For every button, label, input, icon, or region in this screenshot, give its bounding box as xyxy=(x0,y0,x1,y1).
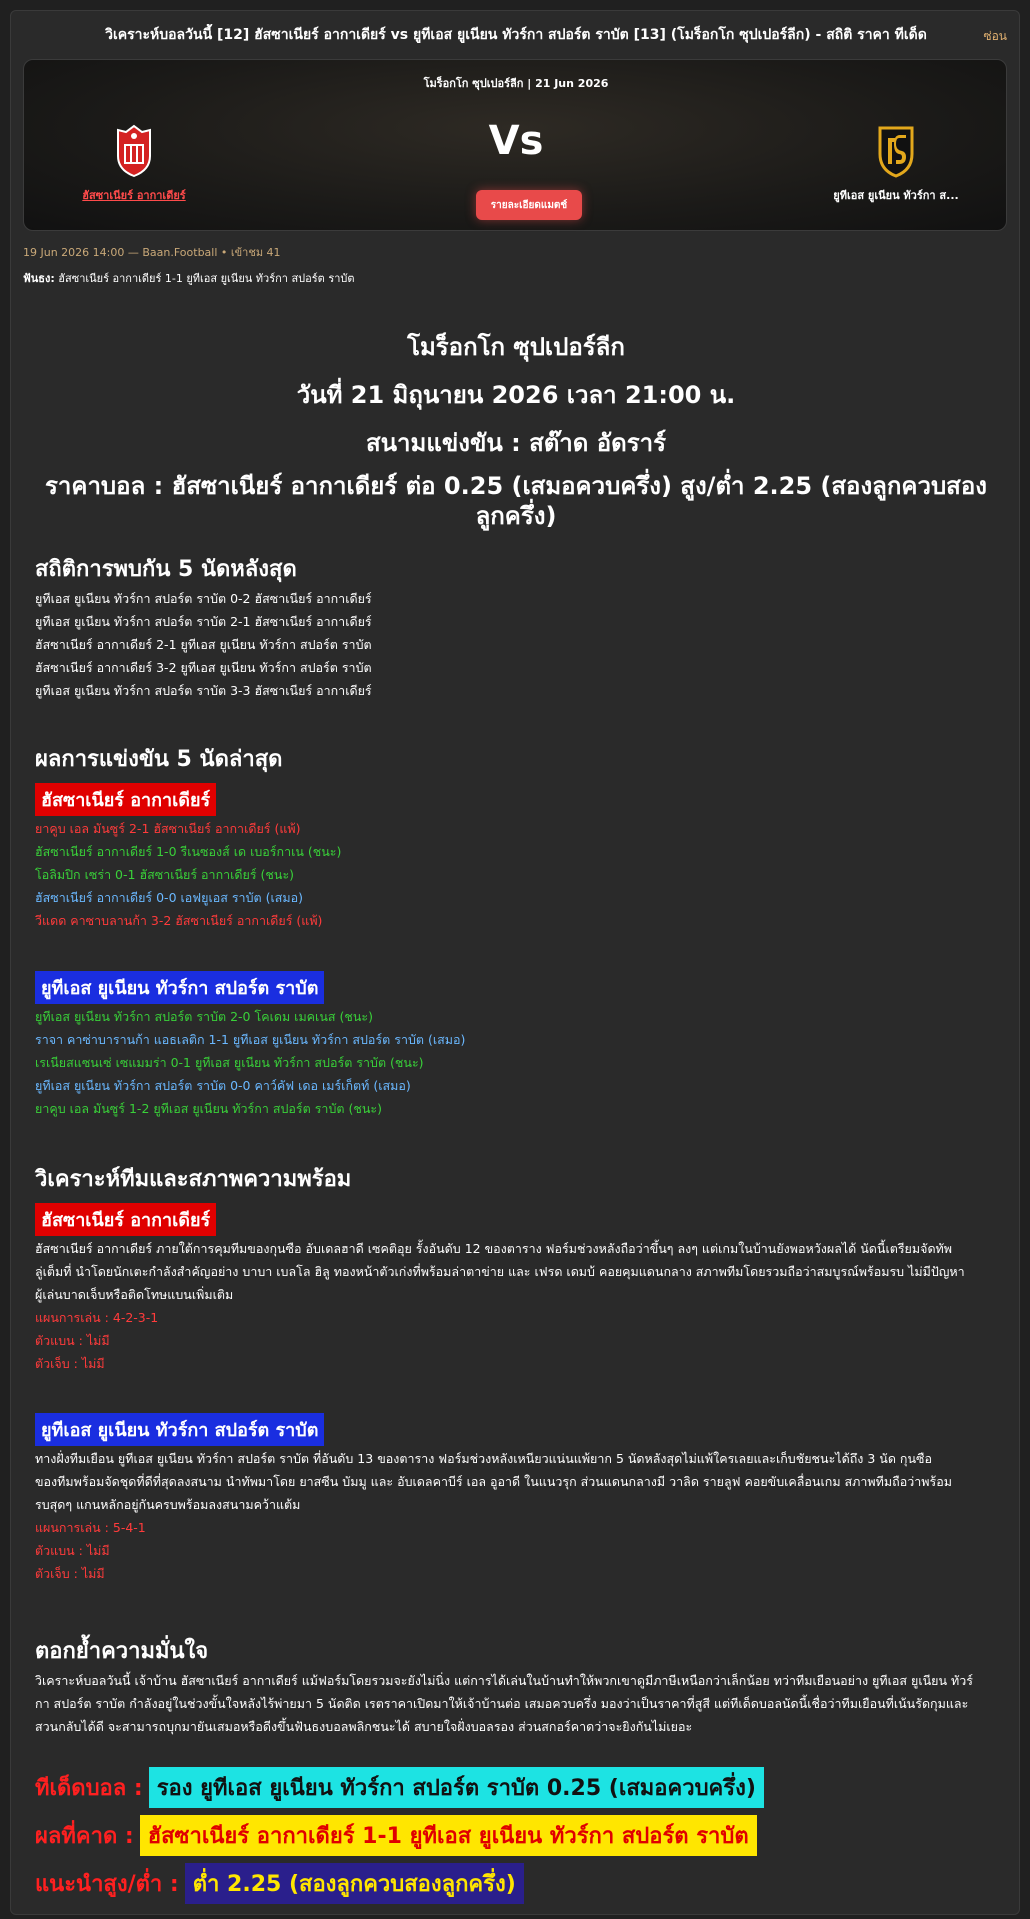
analysis-away-tag: ยูทีเอส ยูเนียน ทัวร์กา สปอร์ต ราบัต xyxy=(35,1413,324,1446)
list-item: วีแดด คาซาบลานก้า 3-2 ฮัสซาเนียร์ อากาเดียร์ (แพ้) xyxy=(35,913,323,928)
page-title: วิเคราะห์บอลวันนี้ [12] ฮัสซาเนียร์ อากาเดียร์ vs ยูทีเอส ยูเนียน ทัวร์กา สปอร์ต ราบัต [13] (โมร็อกโก ซุปเปอร์ลีก) - สถิติ ราคา ทีเด็ด xyxy=(105,27,927,43)
list-item: ฮัสซาเนียร์ อากาเดียร์ 0-0 เอฟยูเอส ราบัต (เสมอ) xyxy=(35,890,303,905)
list-item: ฮัสซาเนียร์ อากาเดียร์ 2-1 ยูทีเอส ยูเนียน ทัวร์กา สปอร์ต ราบัต xyxy=(35,637,372,652)
ou-row xyxy=(35,1863,524,1904)
paragraph-line: ฮัสซาเนียร์ อากาเดียร์ ภายใต้การคุมทีมของกุนซือ อับเดลฮาดี เซคติอุย รั้งอันดับ 12 ของตาราง ฟอร์มช่วงหลังถือว่าขึ้นๆ ลงๆ แต่เกมในบ้านยังพอหวังผลได้ นัดนี้เตรียมจัดทัพ xyxy=(35,1241,953,1256)
predict-label: ผลที่คาด : xyxy=(35,1824,134,1849)
header-bar xyxy=(11,11,1020,59)
analysis-home-tag: ฮัสซาเนียร์ อากาเดียร์ xyxy=(35,1203,216,1236)
h2h-list xyxy=(35,587,1015,702)
list-item: ยูทีเอส ยูเนียน ทัวร์กา สปอร์ต ราบัต 0-2 ฮัสซาเนียร์ อากาเดียร์ xyxy=(35,591,372,606)
h2h-title: สถิติการพบกัน 5 นัดหลังสุด xyxy=(35,557,297,582)
analysis-title: วิเคราะห์ทีมและสภาพความพร้อม xyxy=(35,1167,352,1192)
tip-value: รอง ยูทีเอส ยูเนียน ทัวร์กา สปอร์ต ราบัต 0.25 (เสมอควบครึ่ง) xyxy=(149,1767,764,1808)
home-team-name[interactable]: ฮัสซาเนียร์ อากาเดียร์ xyxy=(82,189,186,202)
analysis-home-text xyxy=(35,1237,1015,1375)
home-injured: ตัวเจ็บ : ไม่มี xyxy=(35,1356,105,1371)
post-meta xyxy=(23,243,281,261)
ou-value: ต่ำ 2.25 (สองลูกควบสองลูกครึ่ง) xyxy=(185,1863,524,1904)
date-headline: วันที่ 21 มิถุนายน 2026 เวลา 21:00 น. xyxy=(296,381,736,409)
form-title: ผลการแข่งขัน 5 นัดล่าสุด xyxy=(35,747,283,772)
list-item: ยูทีเอส ยูเนียน ทัวร์กา สปอร์ต ราบัต 2-1 ฮัสซาเนียร์ อากาเดียร์ xyxy=(35,614,372,629)
list-item: ยูทีเอส ยูเนียน ทัวร์กา สปอร์ต ราบัต 2-0 โคเดม เมคเนส (ชนะ) xyxy=(35,1009,373,1024)
list-item: เรเนียสแซนเซ่ เซแมมร่า 0-1 ยูทีเอส ยูเนียน ทัวร์กา สปอร์ต ราบัต (ชนะ) xyxy=(35,1055,424,1070)
away-formation: แผนการเล่น : 5-4-1 xyxy=(35,1520,146,1535)
away-team-name[interactable]: ยูทีเอส ยูเนียน ทัวร์กา ส... xyxy=(833,189,959,202)
tip-row xyxy=(35,1767,764,1808)
paragraph-line: วิเคราะห์บอลวันนี้ เจ้าบ้าน ฮัสซาเนียร์ อากาเดียร์ แม้ฟอร์มโดยรวมจะยังไม่นิ่ง แต่การได้เล่นในบ้านทำให้พวกเขาดูมีภาษีเหนือกว่าเล็กน้อย ทว่าทีมเยือนอย่าง ยูทีเอส ยูเนียน ทัวร์ xyxy=(35,1673,973,1688)
form-home-list xyxy=(35,817,1015,932)
price-headline: ราคาบอล : ฮัสซาเนียร์ อากาเดียร์ ต่อ 0.25 (เสมอควบครึ่ง) สูง/ต่ำ 2.25 (สองลูกควบสองลูกครึ่ง) xyxy=(45,472,987,530)
paragraph-line: สวนกลับได้ดี จะสามารถบุกมายันเสมอหรือดีงขึ้นฟันธงบอลพลิกชนะได้ สบายใจฝั่งบอลรอง ส่วนสกอร์คาดว่าจะยิงกันไม่เยอะ xyxy=(35,1719,693,1734)
list-item: ยาคูบ เอล มันซูร์ 2-1 ฮัสซาเนียร์ อากาเดียร์ (แพ้) xyxy=(35,821,301,836)
league-headline: โมร็อกโก ซุปเปอร์ลีก xyxy=(407,333,625,361)
confidence-title: ตอกย้ำความมั่นใจ xyxy=(35,1639,209,1664)
form-away-tag: ยูทีเอส ยูเนียน ทัวร์กา สปอร์ต ราบัต xyxy=(35,971,324,1004)
list-item: ฮัสซาเนียร์ อากาเดียร์ 1-0 รีเนซองส์ เด เบอร์กาเน (ชนะ) xyxy=(35,844,342,859)
vs-label: Vs xyxy=(488,118,544,164)
away-injured: ตัวเจ็บ : ไม่มี xyxy=(35,1566,105,1581)
post-date-author: 19 Jun 2026 14:00 — Baan.Football xyxy=(23,246,218,259)
match-banner xyxy=(23,59,1007,231)
confidence-text xyxy=(35,1669,1015,1738)
paragraph-line: ผู้เล่นบาดเจ็บหรือติดโทษแบนเพิ่มเติม xyxy=(35,1287,234,1302)
verdict-line xyxy=(23,269,355,287)
list-item: ราจา คาซ่าบารานก้า แอธเลติก 1-1 ยูทีเอส ยูเนียน ทัวร์กา สปอร์ต ราบัต (เสมอ) xyxy=(35,1032,466,1047)
verdict-text: ฮัสซาเนียร์ อากาเดียร์ 1-1 ยูทีเอส ยูเนียน ทัวร์กา สปอร์ต ราบัต xyxy=(58,272,355,285)
stadium-headline: สนามแข่งขัน : สต๊าด อัดราร์ xyxy=(366,429,666,457)
away-team[interactable] xyxy=(786,120,1006,204)
home-suspended: ตัวแบน : ไม่มี xyxy=(35,1333,110,1348)
banner-league-date: โมร็อกโก ซุปเปอร์ลีก | 21 Jun 2026 xyxy=(423,77,609,90)
paragraph-line: รบสุดๆ แกนหลักอยู่กันครบพร้อมลงสนามคว้าแต้ม xyxy=(35,1497,301,1512)
tip-label: ทีเด็ดบอล : xyxy=(35,1776,143,1801)
ou-label: แนะนำสูง/ต่ำ : xyxy=(35,1872,179,1897)
paragraph-line: ลู่เต็มที่ นำโดยนักเตะกำลังสำคัญอย่าง บาบา เบลโล ฮิลู ทองหน้าตัวเก่งที่พร้อมล่าตาข่าย และ เฟรด เดมบ้ คอยคุมแดนกลาง สภาพทีมโดยรวมถือว่าสมบูรณ์พร้อมรบ ไม่มีปัญหา xyxy=(35,1264,965,1279)
list-item: ยูทีเอส ยูเนียน ทัวร์กา สปอร์ต ราบัต 3-3 ฮัสซาเนียร์ อากาเดียร์ xyxy=(35,683,372,698)
paragraph-line: กา สปอร์ต ราบัต กำลังอยู่ในช่วงขั้นใจหลังไร้พ่ายมา 5 นัดติด เรตราคาเปิดมาให้เจ้าบ้านต่อ เสมอควบครึ่ง มองว่าเป็นราคาที่สูสี แต่ทีเด็ดบอลนัดนี้เชื่อว่าทีมเยือนที่เน้นรัดกุมและ xyxy=(35,1696,969,1711)
paragraph-line: ทางฝั่งทีมเยือน ยูทีเอส ยูเนียน ทัวร์กา สปอร์ต ราบัต ที่อันดับ 13 ของตาราง ฟอร์มช่วงหลังเหนียวแน่นแพ้ยาก 5 นัดหลังสุดไม่แพ้ใครเลยและเก็บชัยชนะได้ถึง 3 นัด กุนซือ xyxy=(35,1451,933,1466)
predict-row xyxy=(35,1815,757,1856)
away-logo-icon xyxy=(866,120,926,180)
verdict-label: ฟันธง: xyxy=(23,272,55,285)
home-formation: แผนการเล่น : 4-2-3-1 xyxy=(35,1310,159,1325)
analysis-away-text xyxy=(35,1447,1015,1585)
paragraph-line: ของทีมพร้อมจัดชุดที่ดีที่สุดลงสนาม นำทัพมาโดย ยาสซีน บัมมู และ อับเดลคาบีร์ เอล อูอาดี ในแนวรุก ส่วนแดนกลางมี วาลิด รายลูฟ คอยขับเคลื่อนเกม สภาพทีมถือว่าพร้อม xyxy=(35,1474,952,1489)
form-home-tag: ฮัสซาเนียร์ อากาเดียร์ xyxy=(35,783,216,816)
list-item: ยาคูบ เอล มันซูร์ 1-2 ยูทีเอส ยูเนียน ทัวร์กา สปอร์ต ราบัต (ชนะ) xyxy=(35,1101,382,1116)
list-item: ยูทีเอส ยูเนียน ทัวร์กา สปอร์ต ราบัต 0-0 คาว์คัฟ เดอ เมร์เก็ตท์ (เสมอ) xyxy=(35,1078,411,1093)
article-page xyxy=(10,10,1020,1915)
hide-button[interactable]: ซ่อน xyxy=(983,29,1007,43)
form-away-list xyxy=(35,1005,1015,1120)
view-count: • เข้าชม 41 xyxy=(220,246,281,259)
list-item: โอลิมปิก เซร่า 0-1 ฮัสซาเนียร์ อากาเดียร์ (ชนะ) xyxy=(35,867,295,882)
away-suspended: ตัวแบน : ไม่มี xyxy=(35,1543,110,1558)
match-detail-button[interactable]: รายละเอียดแมตช์ xyxy=(476,190,582,220)
list-item: ฮัสซาเนียร์ อากาเดียร์ 3-2 ยูทีเอส ยูเนียน ทัวร์กา สปอร์ต ราบัต xyxy=(35,660,372,675)
predict-value: ฮัสซาเนียร์ อากาเดียร์ 1-1 ยูทีเอส ยูเนียน ทัวร์กา สปอร์ต ราบัต xyxy=(140,1815,757,1856)
